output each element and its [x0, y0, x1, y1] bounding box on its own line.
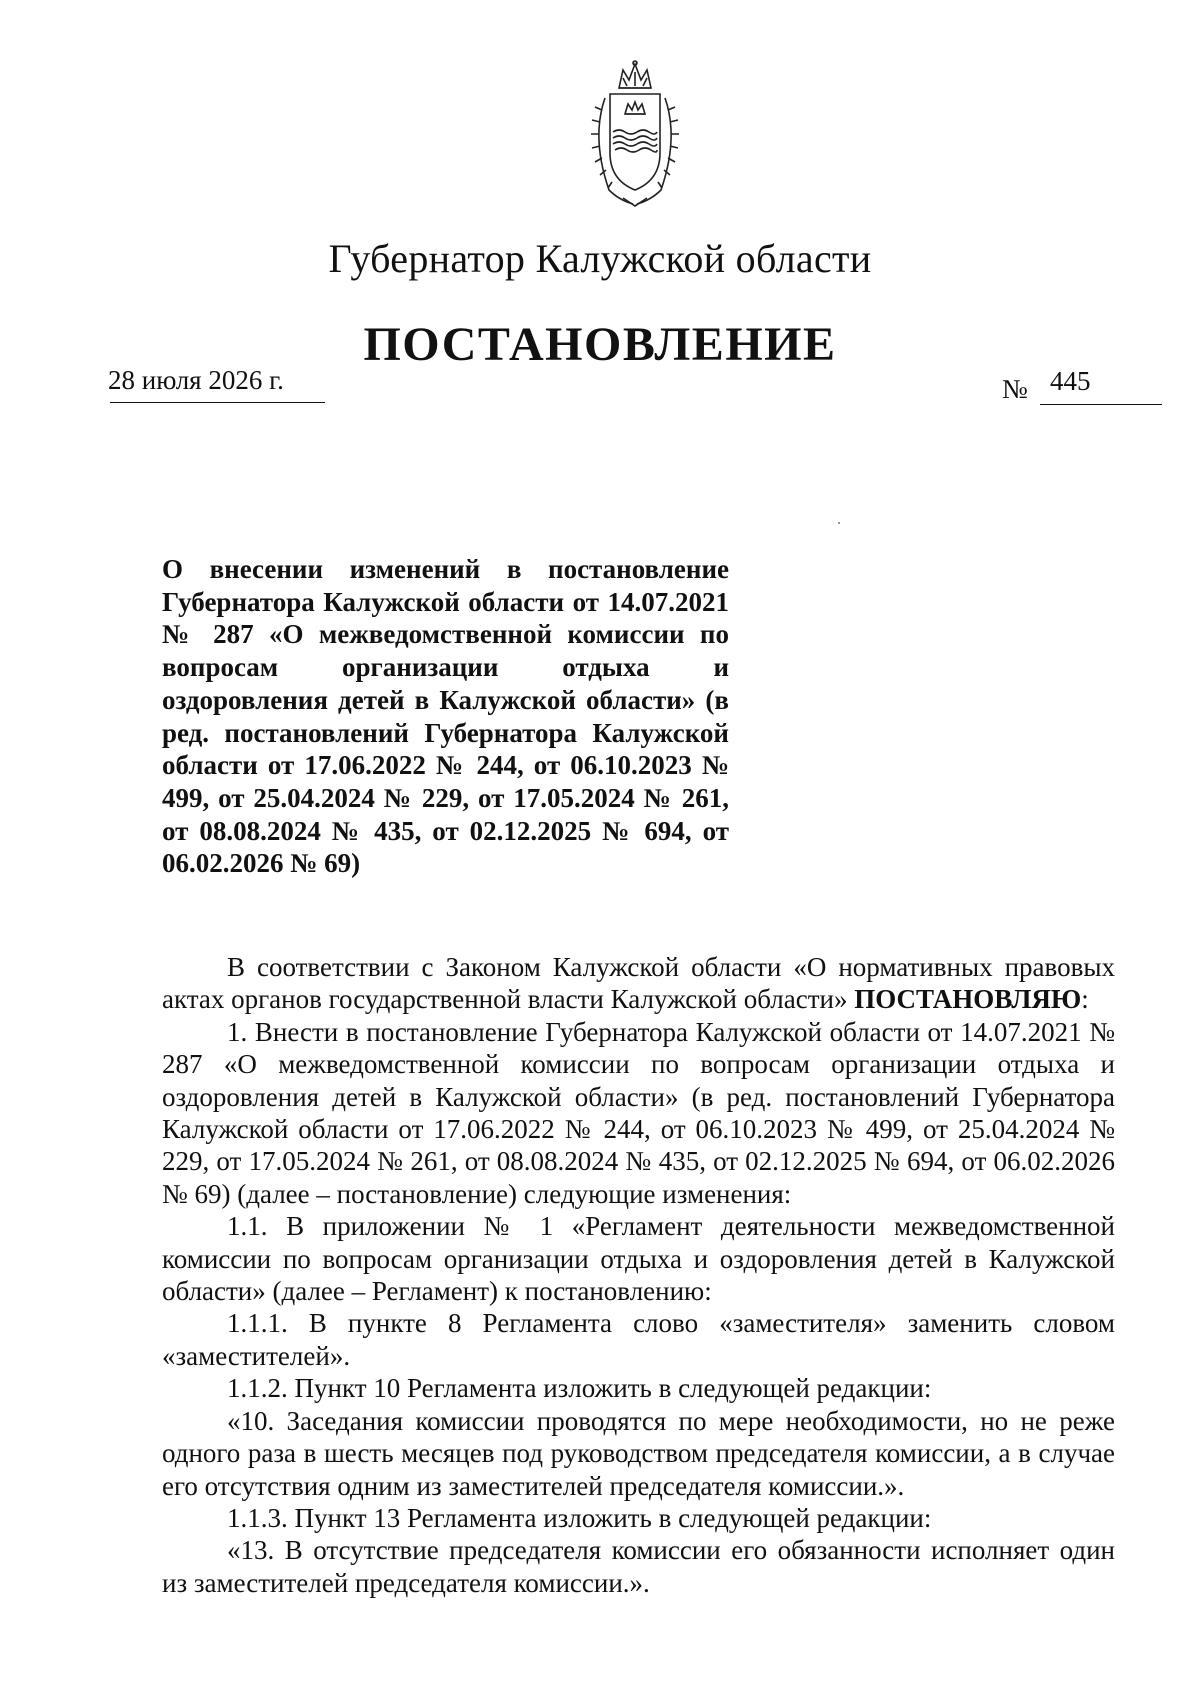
issuing-authority: Губернатор Калужской области — [328, 236, 872, 281]
body-paragraph: 1.1.3. Пункт 13 Регламента изложить в следующей редакции: — [227, 1502, 932, 1533]
body-paragraph: 1.1. В приложении № 1 «Регламент деятельности межведомственной комиссии по вопросам организации отдыха и оздоровления детей в Калужской области» (далее – Регламент) к постановлению: — [162, 1211, 1115, 1307]
number-sign: № — [1002, 374, 1028, 404]
decree-word: ПОСТАНОВЛЯЮ — [854, 984, 1082, 1015]
intro-paragraph — [162, 951, 1115, 1016]
body-paragraph: «10. Заседания комиссии проводятся по мере необходимости, но не реже одного раза в шесть месяцев под руководством председателя комиссии, а в случае его отсутствия одним из заместителей председателя комиссии.». — [162, 1405, 1115, 1501]
kaluga-coat-of-arms-icon — [575, 58, 695, 208]
intro-text: В соответствии с Законом Калужской области «О нормативных правовых актах органов государственной власти Калужской области» — [162, 952, 1115, 1015]
number-underline — [1040, 404, 1162, 405]
document-body — [162, 951, 1115, 1599]
decree-colon: : — [1081, 984, 1089, 1015]
body-paragraph: 1.1.1. В пункте 8 Регламента слово «заместителя» заменить словом «заместителей». — [162, 1308, 1115, 1371]
body-paragraph: 1. Внести в постановление Губернатора Калужской области от 14.07.2021 № 287 «О межведомственной комиссии по вопросам организации отдыха и оздоровления детей в Калужской области» (в ред. постановлений Губернатора Калужской области от 17.06.2022 № 244, от 06.10.2023 № 499, от 25.04.2024 № 229, от 17.05.2024 № 261, от 08.08.2024 № 435, от 02.12.2025 № 694, от 06.02.2026 № 69) (далее – постановление) следующие изменения: — [162, 1016, 1115, 1209]
scan-speck — [838, 522, 840, 524]
document-type-title: ПОСТАНОВЛЕНИЕ — [363, 318, 837, 371]
document-date: 28 июля 2026 г. — [108, 365, 284, 395]
body-paragraph: 1.1.2. Пункт 10 Регламента изложить в следующей редакции: — [227, 1373, 932, 1404]
document-number: 445 — [1050, 366, 1091, 396]
document-subject: О внесении изменений в постановление Губернатора Калужской области от 14.07.2021 № 287 «О межведомственной комиссии по вопросам организации отдыха и оздоровления детей в Калужской области» (в ред. постановлений Губернатора Калужской области от 17.06.2022 № 244, от 06.10.2023 № 499, от 25.04.2024 № 229, от 17.05.2024 № 261, от 08.08.2024 № 435, от 02.12.2025 № 694, от 06.02.2026 № 69) — [162, 554, 729, 879]
body-paragraph: «13. В отсутствие председателя комиссии его обязанности исполняет один из заместителей председателя комиссии.». — [162, 1535, 1115, 1598]
